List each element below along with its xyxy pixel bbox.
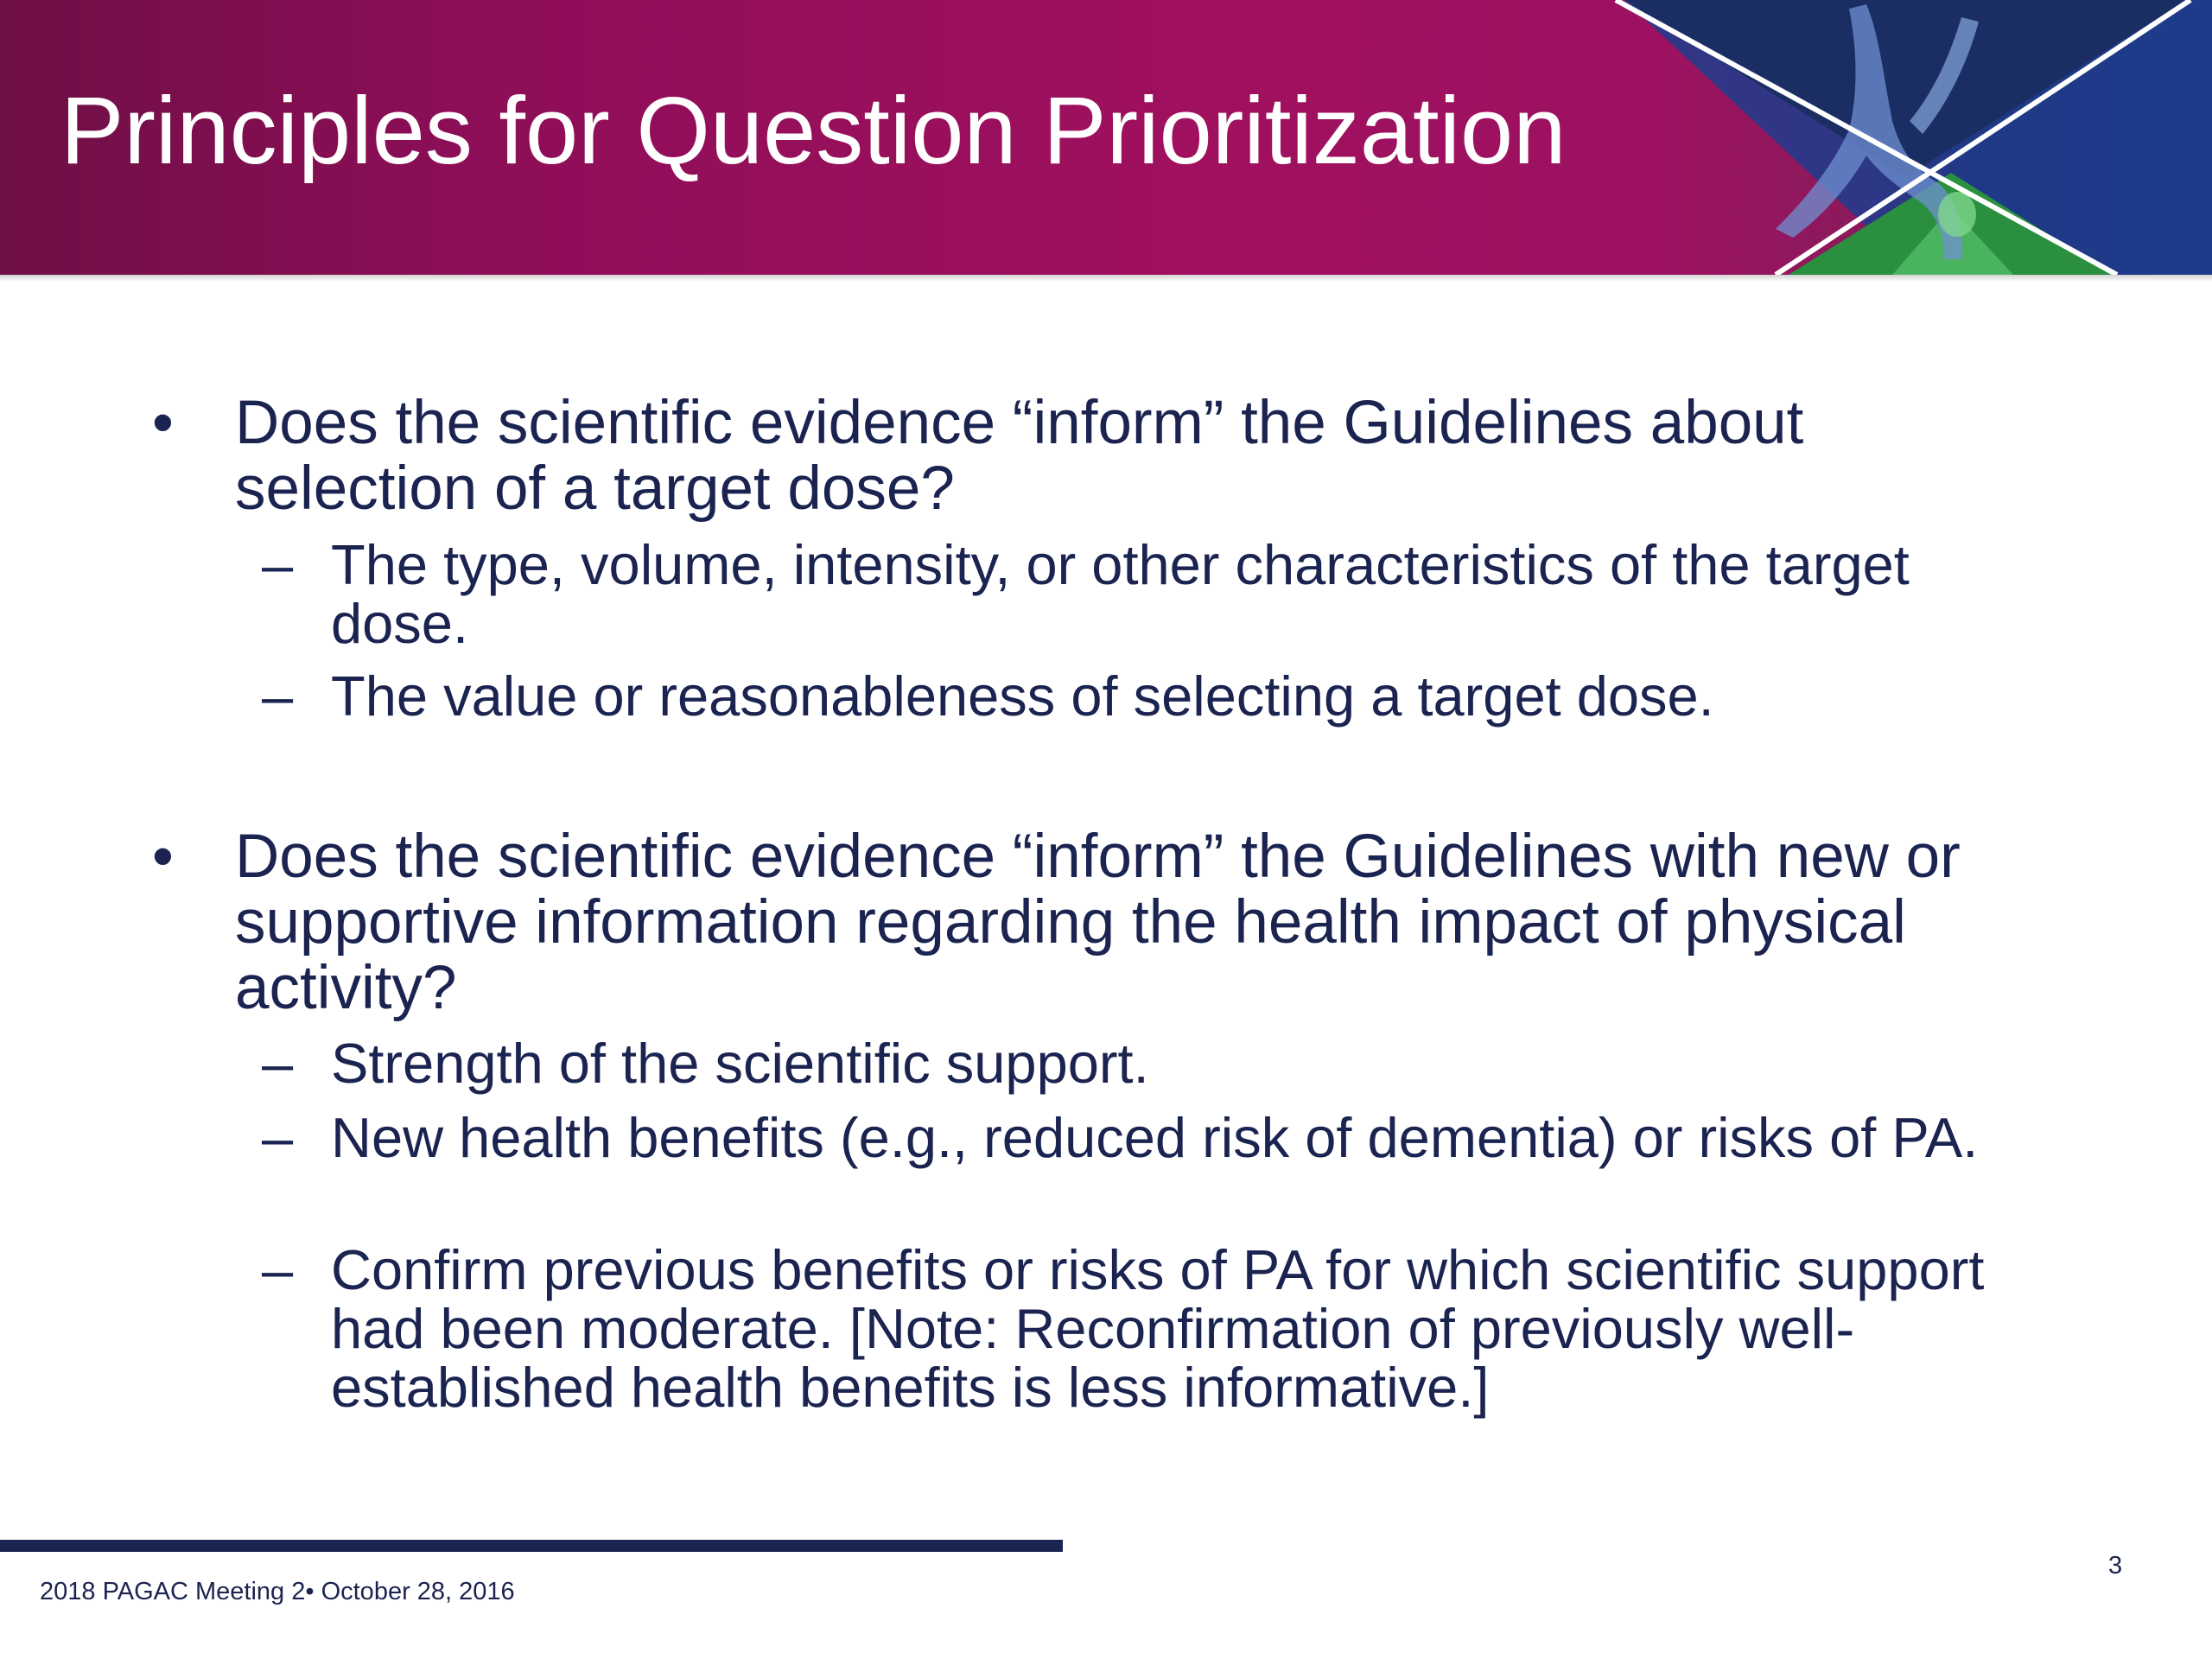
sub-bullet-marker: –	[262, 533, 294, 596]
sub-bullet-1-2	[262, 664, 2007, 728]
sub-bullet-marker: –	[262, 1032, 294, 1095]
sub-bullet-text: Confirm previous benefits or risks of PA for which scientific support had been moderate. [Note: Reconfirmation of previously well-established health benefits is less informative.]	[331, 1238, 1985, 1419]
sub-bullet-1-1	[262, 533, 2007, 655]
bullet-text: Does the scientific evidence “inform” the Guidelines with new or supportive information regarding the health impact of physical activity?	[235, 823, 1961, 1022]
bullet-text: Does the scientific evidence “inform” the Guidelines about selection of a target dose?	[235, 389, 1804, 523]
sub-bullet-text: The value or reasonableness of selecting a target dose.	[331, 664, 1714, 728]
sub-bullet-marker: –	[262, 1106, 294, 1169]
page-title: Principles for Question Prioritization	[60, 78, 1567, 184]
sub-bullet-text: Strength of the scientific support.	[331, 1032, 1149, 1095]
sub-bullet-marker: –	[262, 664, 294, 728]
footer-caption: 2018 PAGAC Meeting 2• October 28, 2016	[40, 1578, 515, 1605]
sub-bullet-text: The type, volume, intensity, or other characteristics of the target dose.	[331, 533, 1910, 655]
sub-bullet-2-2	[262, 1106, 2007, 1169]
sub-bullet-text: New health benefits (e.g., reduced risk of dementia) or risks of PA.	[331, 1106, 1979, 1169]
footer-rule	[0, 1540, 1063, 1552]
bullet-1	[152, 389, 2006, 523]
sub-bullet-marker: –	[262, 1238, 294, 1301]
sub-bullet-2-3	[262, 1238, 2007, 1419]
bullet-marker: •	[152, 389, 174, 457]
bullet-2	[152, 823, 2006, 1022]
page-number: 3	[2108, 1552, 2123, 1580]
bullet-marker: •	[152, 823, 174, 891]
sub-bullet-2-1	[262, 1032, 2007, 1095]
